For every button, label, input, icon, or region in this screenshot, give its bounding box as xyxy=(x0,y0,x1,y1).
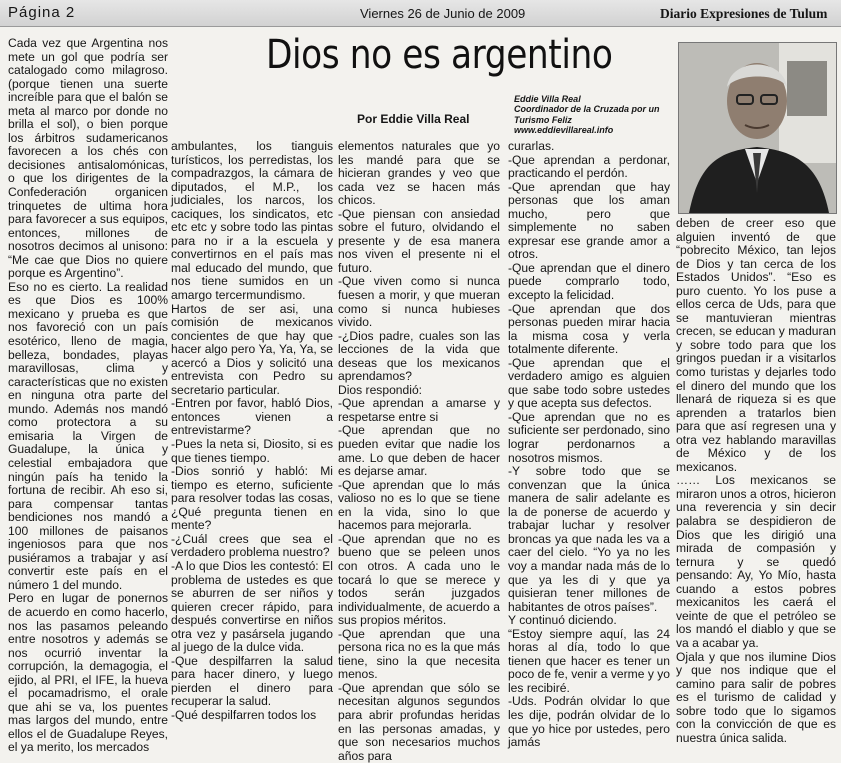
paragraph: Y continuó diciendo. xyxy=(508,613,617,628)
article-column-5 xyxy=(676,217,836,745)
paragraph: Ojala y que nos ilumine Dios y que nos indique que el camino para salir de pobres es el turismo de calidad y sobre todo que lo sigamos con la convicción de que es nuestra única salida. xyxy=(676,649,836,745)
page-number: Página 2 xyxy=(8,4,76,21)
issue-date: Viernes 26 de Junio de 2009 xyxy=(360,6,526,21)
author-photo xyxy=(678,42,837,214)
paragraph: -Pues la neta si, Diosito, si es que tienes tiempo. xyxy=(171,437,333,465)
paragraph: “Estoy siempre aquí, las 24 horas al día, todo lo que tienen que hacer es tener un poco de fe, venir a verme y yo les recibiré. xyxy=(508,626,671,695)
paragraph: -Que viven como si nunca fuesen a morir, y que mueran como si nunca hubieses vivido. xyxy=(338,274,500,330)
paragraph: -Que aprendan que hay personas que los aman mucho, pero que simplemente no saben expresar ese grande amor a otros. xyxy=(508,179,670,262)
author-name: Eddie Villa Real xyxy=(514,94,581,104)
paragraph: -Entren por favor, habló Dios, entonces vienen a entrevistarme? xyxy=(171,396,333,438)
article-title: Dios no es argentino xyxy=(266,32,613,78)
author-role-cont: Turismo Feliz xyxy=(514,114,572,125)
paragraph: -Que aprendan que sólo se necesitan algunos segundos para abrir profundas heridas en las personas amadas, y que son necesarios muchos años para xyxy=(338,680,500,763)
paragraph: Cada vez que Argentina nos mete un gol que podría ser catalogado como milagroso. (porque tienen una suerte increíble para que el balón se meta al marco por donde no brilla el sol), o bien porque los árbitros sudamericanos favorecen a los chés con decisiones antisalomónicas, o que los dirigentes de la Confederación organicen trinquetes de ultima hora para favorecer a sus equipos, entonces, millones de nosotros decimos al unisono: “Me cae que Dios no quiere porque es Argentino”. xyxy=(8,36,168,281)
article-byline: Por Eddie Villa Real xyxy=(357,112,470,126)
paragraph: -A lo que Dios les contestó: El problema de ustedes es que se aburren de ser niños y quieren crecer rápido, para después convertirse en niños otra vez y pasársela jugando al juego de la dulce vida. xyxy=(171,558,333,655)
paragraph: -Que aprendan que no es bueno que se peleen unos con otros. A cada uno le tocará lo que se merece y todos serán juzgados individualmente, de acuerdo a sus propios méritos. xyxy=(338,531,500,628)
paragraph: -Que aprendan que el dinero puede comprarlo todo, excepto la felicidad. xyxy=(508,260,670,303)
article-column-3 xyxy=(338,140,500,763)
paragraph: deben de creer eso que alguien inventó de que “pobrecito México, tan lejos de Dios y tan cerca de los Estados Unidos”. “Eso es puro cuento. Yo los puse a ellos cerca de Uds, para que se mantuvieran mientras crecen, se educan y maduran y sobre todo para que los gringos puedan ir a visitarlos como turistas y dejarles todo el dinero del mundo que los llenará de riqueza si es que aprenden a tratarlos bien para que así regresen una y otra vez hablando maravillas de México y de los mexicanos. xyxy=(676,216,836,474)
paragraph: Hartos de ser asi, una comisión de mexicanos concientes de que hay que hacer algo pero Ya, Ya, Ya, se acercó a Dios y solicitó una entrevista con Pedro su secretario particular. xyxy=(171,301,333,397)
paragraph: -Que aprendan que el verdadero amigo es alguien que sabe todo sobre ustedes y que acepta sus defectos. xyxy=(508,355,670,411)
paragraph: Dios respondió: xyxy=(338,382,423,397)
article-column-2 xyxy=(171,140,333,723)
paragraph: Eso no es cierto. La realidad es que Dios es 100% mexicano y prueba es que nos favoreció con un país esotérico, lleno de magia, belleza, bondades, playas maravillosas, clima y características que no existen en ninguna otra parte del mundo. Además nos mandó como protectora a su emisaria la Virgen de Guadalupe, la única y celestial embajadora que ningún país ha tenido la fortuna de recibir. Ah eso si, para compensar tantas bendiciones nos mandó a 100 millones de paisanos ingeniosos para que nos pusiéramos a trabajar y así convertir este país en el número 1 del mundo. xyxy=(8,279,168,592)
paragraph: -Y sobre todo que se convenzan que la única manera de salir adelante es la de ponerse de acuerdo y trabajar luchar y resolver broncas ya que nada les va a caer del cielo. “Yo ya no les voy a mandar nada más de lo que ya les di y que ya quisieran tener millones de habitantes de otros países”. xyxy=(508,464,670,614)
paragraph: -Que aprendan que no pueden evitar que nadie los ame. Lo que deben de hacer es dejarse amar. xyxy=(338,423,500,479)
paragraph: -Que aprendan a amarse y respetarse entre si xyxy=(338,396,500,424)
paragraph: elementos naturales que yo les mandé para que se hicieran grandes y veo que cada vez se hacen más chicos. xyxy=(338,139,500,208)
newspaper-name: Diario Expresiones de Tulum xyxy=(660,6,828,21)
article-column-4 xyxy=(508,140,670,750)
paragraph: -Que aprendan que dos personas pueden mirar hacia la misma cosa y verla totalmente diferente. xyxy=(508,301,670,357)
paragraph: -Que aprendan a perdonar, practicando el perdón. xyxy=(508,152,670,181)
paragraph: curarlas. xyxy=(508,139,555,153)
author-role: Coordinador de la Cruzada por un xyxy=(514,104,660,115)
paragraph: -Que aprendan que no es suficiente ser perdonado, sino lograr perdonarnos a nosotros mismos. xyxy=(508,409,670,465)
author-website: www.eddievillareal.info xyxy=(514,125,614,136)
author-credits xyxy=(514,94,660,136)
paragraph: -Que aprendan que una persona rica no es la que más tiene, sino la que necesita menos. xyxy=(338,626,501,682)
paragraph: …… Los mexicanos se miraron unos a otros, hicieron una reverencia y sin decir palabra se despidieron de Dios que les dirigió una mirada de compasión y ternura y se quedó pensando: Ay, Yo Mío, hasta cuando a estos pobres mexicanitos les caerá el veinte de que el petróleo se los mandó el diablo y que se va a acabar ya. xyxy=(676,473,836,650)
author-portrait-image xyxy=(679,43,836,213)
article-column-1 xyxy=(8,37,168,755)
paragraph: -Que aprendan que lo más valioso no es lo que se tiene en la vida, sino lo que hacemos para mejorarla. xyxy=(338,477,500,533)
paragraph: -¿Cuál crees que sea el verdadero problema nuestro? xyxy=(171,531,333,560)
paragraph: ambulantes, los tianguis turísticos, los perredistas, los compadrazgos, la cámara de diputados, el M.P., los judiciales, los narcos, los caciques, los sindicatos, etc etc etc y sobre todo las pintas para no ir a la escuela y convertirnos en el país mas mal educado del mundo, que nos tiene sumidos en un amargo tercermundismo. xyxy=(171,139,333,303)
paragraph: -Dios sonrió y habló: Mi tiempo es eterno, suficiente para resolver todas las cosas, ¿Qué pregunta tienen en mente? xyxy=(171,464,333,533)
paragraph: -Uds. Podrán olvidar lo que les dije, podrán olvidar de lo que yo hice por ustedes, pero jamás xyxy=(508,694,670,750)
paragraph: -¿Dios padre, cuales son las lecciones de la vida que deseas que los mexicanos aprendamos? xyxy=(338,328,500,384)
paragraph: Pero en lugar de ponernos de acuerdo en como hacerlo, nos las pasamos peleando entre nosotros y además se nos ocurrió inventar la corrupción, la demagogia, el ejido, al PRI, el IFE, la hueva el pocamadrismo, el orale que ahi se va, los puentes mas largos del mundo, entre ellos el de Guadalupe Reyes, el ya merito, los mercados xyxy=(8,591,168,755)
paragraph: -Que piensan con ansiedad sobre el futuro, olvidando el presente y de esa manera nos viven el presente ni el futuro. xyxy=(338,206,500,275)
paragraph: -Que despilfarren la salud para hacer dinero, y luego pierden el dinero para recuperar la salud. xyxy=(171,653,333,709)
paragraph: -Qué despilfarren todos los xyxy=(171,707,317,722)
